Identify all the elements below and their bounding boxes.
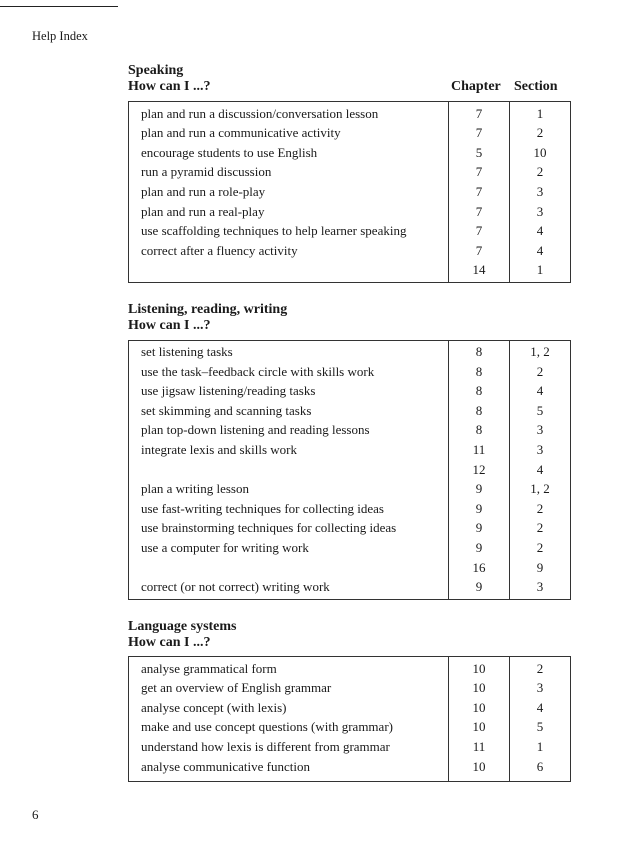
section-number: 3 xyxy=(536,422,544,438)
chapter-number: 7 xyxy=(475,164,483,180)
topic-text: analyse communicative function xyxy=(141,758,310,774)
chapter-number: 8 xyxy=(475,402,483,418)
topic-text: correct after a fluency activity xyxy=(141,242,298,258)
section-title: Listening, reading, writing xyxy=(128,302,288,317)
section-number: 4 xyxy=(536,461,544,477)
table-row xyxy=(129,678,570,698)
topic-text: make and use concept questions (with grammar) xyxy=(141,719,393,735)
table-row xyxy=(129,538,570,558)
section-number: 2 xyxy=(536,125,544,141)
section-number: 4 xyxy=(536,699,544,715)
topic-text: integrate lexis and skills work xyxy=(141,442,297,457)
table-row xyxy=(129,241,570,261)
section-number: 5 xyxy=(536,719,544,735)
section-title: Speaking xyxy=(128,63,184,78)
table-row xyxy=(129,162,570,182)
chapter-number: 9 xyxy=(475,540,483,555)
topic-text: correct (or not correct) writing work xyxy=(141,579,330,595)
section-number: 3 xyxy=(536,203,544,219)
topic-text: analyse concept (with lexis) xyxy=(141,699,287,715)
chapter-number: 12 xyxy=(472,461,486,477)
section-number: 2 xyxy=(536,540,544,555)
table-row xyxy=(129,221,570,241)
section-number: 3 xyxy=(536,442,544,457)
chapter-number: 10 xyxy=(472,758,486,774)
chapter-number: 7 xyxy=(475,125,483,141)
table-row xyxy=(129,499,570,519)
section-number: 4 xyxy=(536,223,544,239)
section-number: 1 xyxy=(536,262,544,278)
topic-text: use fast-writing techniques for collecting ideas xyxy=(141,500,384,516)
topic-text: plan and run a discussion/conversation lesson xyxy=(141,105,379,121)
topic-text: encourage students to use English xyxy=(141,144,318,160)
table-row xyxy=(129,420,570,440)
table-row xyxy=(129,342,570,362)
chapter-number: 5 xyxy=(475,144,483,160)
section-subtitle: How can I ...? xyxy=(128,318,211,333)
chapter-number: 7 xyxy=(475,203,483,219)
section-number: 3 xyxy=(536,680,544,696)
topic-text: use the task–feedback circle with skills work xyxy=(141,363,375,379)
table-row xyxy=(129,362,570,382)
table-row xyxy=(129,737,570,757)
topic-text: set listening tasks xyxy=(141,344,233,359)
table-row xyxy=(129,698,570,718)
chapter-number: 16 xyxy=(472,559,486,575)
section-number: 6 xyxy=(536,758,544,774)
topic-text: plan top-down listening and reading lessons xyxy=(141,422,370,438)
section-number: 9 xyxy=(536,559,544,575)
page-number: 6 xyxy=(32,807,39,822)
chapter-number: 10 xyxy=(472,680,486,696)
chapter-number: 14 xyxy=(472,262,486,278)
chapter-number: 8 xyxy=(475,363,483,379)
chapter-number: 11 xyxy=(472,738,486,754)
table-row xyxy=(129,260,570,280)
topic-text: set skimming and scanning tasks xyxy=(141,402,312,418)
section-number: 2 xyxy=(536,500,544,516)
chapter-number: 7 xyxy=(475,242,483,258)
top-rule xyxy=(0,6,118,7)
section-number: 1 xyxy=(536,738,544,754)
topic-text: plan a writing lesson xyxy=(141,481,249,497)
topic-text: analyse grammatical form xyxy=(141,660,277,676)
topic-text: run a pyramid discussion xyxy=(141,164,272,180)
chapter-number: 8 xyxy=(475,344,483,359)
chapter-number: 8 xyxy=(475,422,483,438)
table-row xyxy=(129,143,570,163)
section-number: 3 xyxy=(536,183,544,199)
table-row xyxy=(129,577,570,597)
section-number: 2 xyxy=(536,363,544,379)
topic-text: use scaffolding techniques to help learner speaking xyxy=(141,223,407,239)
section-number: 1 xyxy=(536,105,544,121)
chapter-number: 9 xyxy=(475,579,483,595)
table-row xyxy=(129,757,570,777)
chapter-number: 10 xyxy=(472,660,486,676)
table-row xyxy=(129,717,570,737)
table-row xyxy=(129,401,570,421)
table-row xyxy=(129,123,570,143)
table-row xyxy=(129,202,570,222)
section-number: 3 xyxy=(536,579,544,595)
topic-text: use a computer for writing work xyxy=(141,540,309,555)
table-row xyxy=(129,440,570,460)
topic-text: plan and run a communicative activity xyxy=(141,125,341,141)
section-listening-reading-writing xyxy=(128,302,571,595)
topic-text: plan and run a role-play xyxy=(141,183,266,199)
chapter-number: 11 xyxy=(472,442,486,457)
chapter-number: 10 xyxy=(472,699,486,715)
topic-text: understand how lexis is different from grammar xyxy=(141,738,390,754)
section-number: 1, 2 xyxy=(530,344,550,359)
table-row xyxy=(129,381,570,401)
chapter-column-header: Chapter xyxy=(451,79,501,94)
section-title: Language systems xyxy=(128,619,237,634)
section-speaking xyxy=(128,63,571,278)
chapter-number: 9 xyxy=(475,481,483,497)
topic-text: get an overview of English grammar xyxy=(141,680,332,696)
section-number: 4 xyxy=(536,383,544,399)
section-subtitle: How can I ...? xyxy=(128,635,211,650)
table-row xyxy=(129,182,570,202)
index-table xyxy=(128,340,571,600)
section-number: 2 xyxy=(536,660,544,676)
table-row xyxy=(129,460,570,480)
chapter-number: 9 xyxy=(475,500,483,516)
table-row xyxy=(129,479,570,499)
chapter-number: 8 xyxy=(475,383,483,399)
topic-text: plan and run a real-play xyxy=(141,203,265,219)
table-row xyxy=(129,659,570,679)
section-number: 5 xyxy=(536,402,544,418)
section-number: 2 xyxy=(536,164,544,180)
table-row xyxy=(129,518,570,538)
section-column-header: Section xyxy=(514,79,558,94)
section-language-systems xyxy=(128,619,571,774)
index-table xyxy=(128,101,571,283)
section-subtitle: How can I ...? xyxy=(128,79,211,94)
section-number: 4 xyxy=(536,242,544,258)
chapter-number: 7 xyxy=(475,223,483,239)
index-table xyxy=(128,656,571,782)
topic-text: use jigsaw listening/reading tasks xyxy=(141,383,316,399)
section-number: 10 xyxy=(533,144,547,160)
table-row xyxy=(129,558,570,578)
table-row xyxy=(129,104,570,124)
topic-text: use brainstorming techniques for collecting ideas xyxy=(141,520,397,536)
chapter-number: 10 xyxy=(472,719,486,735)
section-number: 1, 2 xyxy=(530,481,550,497)
running-header: Help Index xyxy=(32,29,88,43)
chapter-number: 7 xyxy=(475,183,483,199)
section-number: 2 xyxy=(536,520,544,536)
chapter-number: 9 xyxy=(475,520,483,536)
chapter-number: 7 xyxy=(475,105,483,121)
